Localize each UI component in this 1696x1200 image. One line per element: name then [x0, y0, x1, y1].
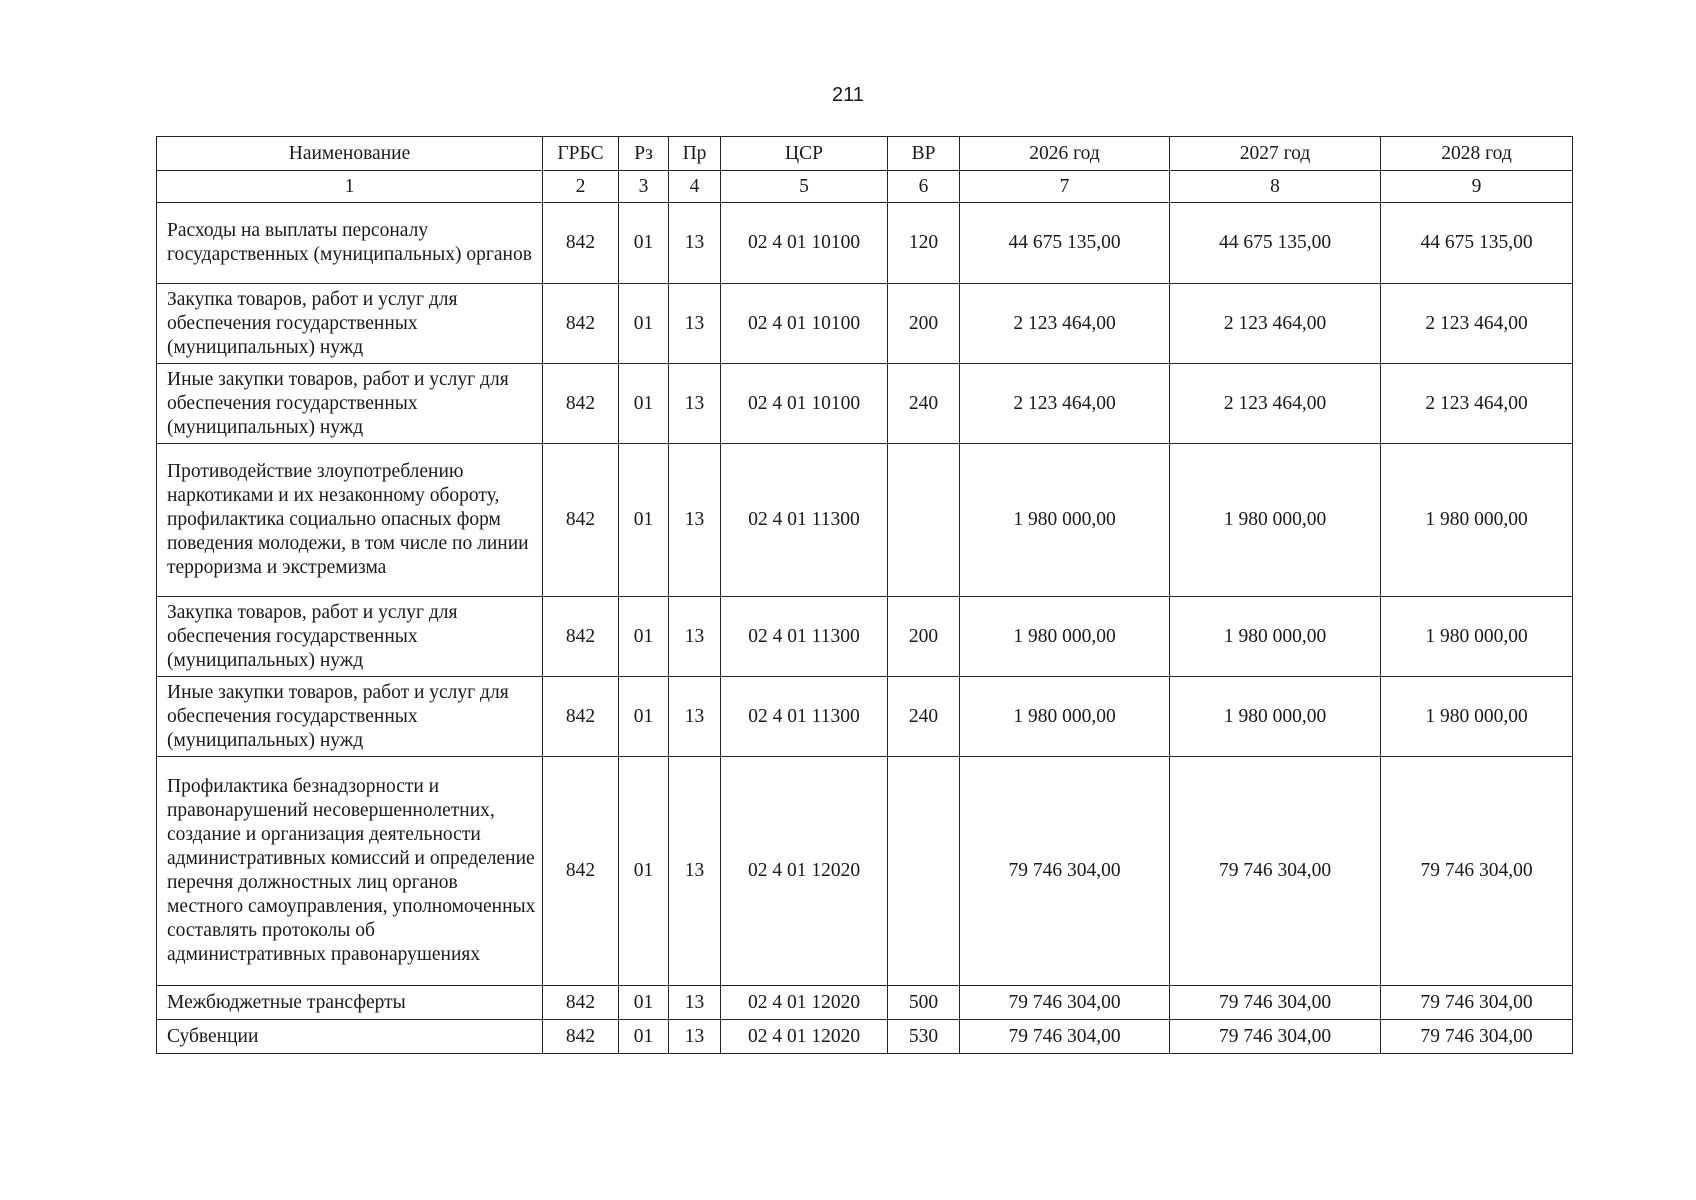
rz-cell: 01 [619, 757, 669, 986]
page-number: 211 [832, 84, 864, 106]
grbs-cell: 842 [543, 677, 619, 757]
amount-2027-cell: 44 675 135,00 [1170, 203, 1381, 284]
vr-cell: 530 [888, 1020, 960, 1054]
table-row [157, 444, 1573, 597]
amount-2027-cell: 1 980 000,00 [1170, 444, 1381, 597]
amount-2026-cell: 2 123 464,00 [960, 364, 1170, 444]
column-number: 6 [888, 171, 960, 203]
pr-cell: 13 [669, 986, 721, 1020]
amount-2027-cell: 79 746 304,00 [1170, 1020, 1381, 1054]
vr-cell: 240 [888, 677, 960, 757]
amount-2028-cell: 2 123 464,00 [1381, 364, 1573, 444]
vr-cell [888, 757, 960, 986]
vr-cell: 200 [888, 284, 960, 364]
budget-table [156, 136, 1573, 1054]
grbs-cell: 842 [543, 986, 619, 1020]
csr-cell: 02 4 01 11300 [721, 597, 888, 677]
amount-2026-cell: 1 980 000,00 [960, 677, 1170, 757]
table-row [157, 1020, 1573, 1054]
name-cell: Субвенции [157, 1020, 543, 1054]
amount-2026-cell: 79 746 304,00 [960, 1020, 1170, 1054]
csr-cell: 02 4 01 12020 [721, 757, 888, 986]
column-number: 2 [543, 171, 619, 203]
grbs-cell: 842 [543, 203, 619, 284]
rz-cell: 01 [619, 1020, 669, 1054]
rz-cell: 01 [619, 203, 669, 284]
amount-2026-cell: 1 980 000,00 [960, 597, 1170, 677]
name-cell: Противодействие злоупотреблению наркотиками и их незаконному обороту, профилактика социально опасных форм поведения молодежи, в том числе по линии терроризма и экстремизма [157, 444, 543, 597]
rz-cell: 01 [619, 677, 669, 757]
column-number: 1 [157, 171, 543, 203]
vr-cell [888, 444, 960, 597]
name-cell: Иные закупки товаров, работ и услуг для обеспечения государственных (муниципальных) нужд [157, 677, 543, 757]
amount-2028-cell: 79 746 304,00 [1381, 986, 1573, 1020]
vr-cell: 240 [888, 364, 960, 444]
header-vr: ВР [888, 137, 960, 171]
vr-cell: 200 [888, 597, 960, 677]
grbs-cell: 842 [543, 597, 619, 677]
header-2027: 2027 год [1170, 137, 1381, 171]
header-pr: Пр [669, 137, 721, 171]
column-number-row [157, 171, 1573, 203]
amount-2026-cell: 79 746 304,00 [960, 986, 1170, 1020]
grbs-cell: 842 [543, 364, 619, 444]
name-cell: Иные закупки товаров, работ и услуг для обеспечения государственных (муниципальных) нужд [157, 364, 543, 444]
amount-2028-cell: 1 980 000,00 [1381, 597, 1573, 677]
vr-cell: 120 [888, 203, 960, 284]
grbs-cell: 842 [543, 444, 619, 597]
amount-2027-cell: 1 980 000,00 [1170, 597, 1381, 677]
header-grbs: ГРБС [543, 137, 619, 171]
csr-cell: 02 4 01 11300 [721, 444, 888, 597]
grbs-cell: 842 [543, 757, 619, 986]
pr-cell: 13 [669, 364, 721, 444]
pr-cell: 13 [669, 597, 721, 677]
column-number: 3 [619, 171, 669, 203]
name-cell: Расходы на выплаты персоналу государственных (муниципальных) органов [157, 203, 543, 284]
table-row [157, 757, 1573, 986]
amount-2028-cell: 79 746 304,00 [1381, 757, 1573, 986]
grbs-cell: 842 [543, 1020, 619, 1054]
column-number: 4 [669, 171, 721, 203]
csr-cell: 02 4 01 11300 [721, 677, 888, 757]
amount-2027-cell: 2 123 464,00 [1170, 364, 1381, 444]
header-2028: 2028 год [1381, 137, 1573, 171]
name-cell: Закупка товаров, работ и услуг для обеспечения государственных (муниципальных) нужд [157, 597, 543, 677]
amount-2026-cell: 44 675 135,00 [960, 203, 1170, 284]
pr-cell: 13 [669, 677, 721, 757]
rz-cell: 01 [619, 597, 669, 677]
amount-2027-cell: 79 746 304,00 [1170, 986, 1381, 1020]
pr-cell: 13 [669, 1020, 721, 1054]
table-row [157, 284, 1573, 364]
amount-2026-cell: 1 980 000,00 [960, 444, 1170, 597]
header-csr: ЦСР [721, 137, 888, 171]
amount-2028-cell: 79 746 304,00 [1381, 1020, 1573, 1054]
column-number: 5 [721, 171, 888, 203]
table-header-row [157, 137, 1573, 171]
column-number: 8 [1170, 171, 1381, 203]
table-row [157, 986, 1573, 1020]
header-name: Наименование [157, 137, 543, 171]
pr-cell: 13 [669, 203, 721, 284]
name-cell: Закупка товаров, работ и услуг для обеспечения государственных (муниципальных) нужд [157, 284, 543, 364]
vr-cell: 500 [888, 986, 960, 1020]
rz-cell: 01 [619, 284, 669, 364]
table-body [157, 171, 1573, 1054]
name-cell: Профилактика безнадзорности и правонарушений несовершеннолетних, создание и организация деятельности административных комиссий и определение перечня должностных лиц органов местного самоуправления, уполномоченных составлять протоколы об административных правонарушениях [157, 757, 543, 986]
rz-cell: 01 [619, 444, 669, 597]
table-row [157, 364, 1573, 444]
table-row [157, 597, 1573, 677]
csr-cell: 02 4 01 12020 [721, 1020, 888, 1054]
amount-2027-cell: 79 746 304,00 [1170, 757, 1381, 986]
amount-2027-cell: 2 123 464,00 [1170, 284, 1381, 364]
amount-2026-cell: 2 123 464,00 [960, 284, 1170, 364]
csr-cell: 02 4 01 10100 [721, 364, 888, 444]
pr-cell: 13 [669, 284, 721, 364]
pr-cell: 13 [669, 444, 721, 597]
header-rz: Рз [619, 137, 669, 171]
amount-2028-cell: 44 675 135,00 [1381, 203, 1573, 284]
csr-cell: 02 4 01 10100 [721, 203, 888, 284]
column-number: 7 [960, 171, 1170, 203]
rz-cell: 01 [619, 364, 669, 444]
pr-cell: 13 [669, 757, 721, 986]
name-cell: Межбюджетные трансферты [157, 986, 543, 1020]
amount-2027-cell: 1 980 000,00 [1170, 677, 1381, 757]
table-row [157, 203, 1573, 284]
column-number: 9 [1381, 171, 1573, 203]
amount-2026-cell: 79 746 304,00 [960, 757, 1170, 986]
amount-2028-cell: 1 980 000,00 [1381, 677, 1573, 757]
grbs-cell: 842 [543, 284, 619, 364]
rz-cell: 01 [619, 986, 669, 1020]
amount-2028-cell: 2 123 464,00 [1381, 284, 1573, 364]
table-row [157, 677, 1573, 757]
csr-cell: 02 4 01 10100 [721, 284, 888, 364]
amount-2028-cell: 1 980 000,00 [1381, 444, 1573, 597]
csr-cell: 02 4 01 12020 [721, 986, 888, 1020]
header-2026: 2026 год [960, 137, 1170, 171]
